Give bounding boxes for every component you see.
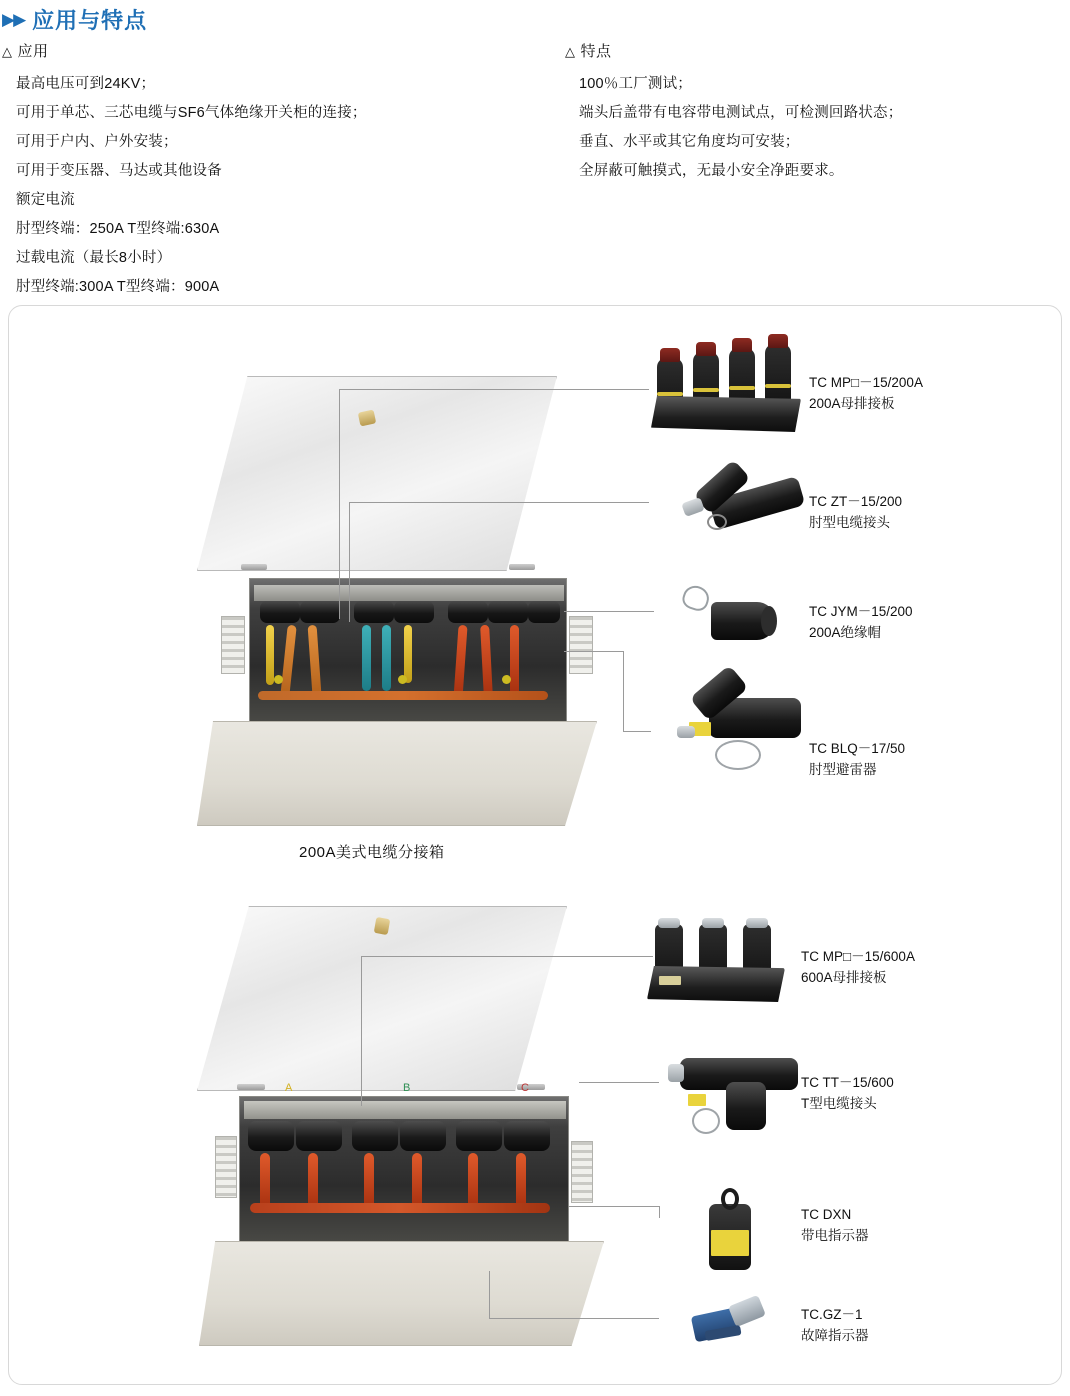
cap-opening [761,606,777,636]
cabinet-interior [239,1096,569,1246]
product-name: 带电指示器 [801,1228,869,1243]
phase-mark-c: C [521,1082,529,1094]
indicator-label [711,1230,749,1256]
leader-line [489,1318,659,1319]
product-elbow-connector [677,466,817,546]
cabinet-base [199,1241,604,1346]
applications-line: 肘型终端:300A T型终端：900A [16,279,220,295]
cap-pull-ring [680,583,712,614]
product-name: T型电缆接头 [801,1096,877,1111]
t-connector [456,1121,502,1151]
busbar-body [651,396,801,432]
bushing-top [658,918,680,928]
features-line: 100％工厂测试； [579,76,692,92]
triangle-bullet-icon: △ [2,44,13,59]
t-vertical-stem [726,1082,766,1130]
ground-wire-loop [692,1108,720,1134]
leader-line [564,611,654,612]
lid-hinge-right [509,564,535,570]
t-connector [400,1121,446,1151]
features-heading [565,40,1070,61]
t-connector [352,1121,398,1151]
cabinet-vent-right [571,1141,593,1203]
lid-hinge-left [241,564,267,570]
cable-red [468,1153,478,1209]
bushing-cap [696,342,716,356]
bushing [729,348,755,406]
product-code: TC JYM－15/200 [809,604,913,619]
product-code: TC MP□－15/600A [801,949,915,964]
product-200a-busbar-plate [649,334,819,444]
phase-mark-b: B [403,1082,411,1094]
applications-line: 肘型终端：250A T型终端:630A [16,221,220,237]
t-connector [504,1121,550,1151]
product-name: 肘型避雷器 [809,762,877,777]
page-header [0,4,147,35]
t-connector [296,1121,342,1151]
rating-sticker [688,1094,706,1106]
cabinet-lid [197,376,557,571]
product-name: 200A母排接板 [809,396,895,411]
bushing-top [746,918,768,928]
product-name: 600A母排接板 [801,970,887,985]
header-arrows-icon: ▶▶ [2,10,25,29]
t-connector [248,1121,294,1151]
cabinet-base [197,721,597,826]
ground-lug [677,726,695,738]
test-point-cap [681,497,705,517]
leader-line [349,502,649,503]
cabinet-vent-left [215,1136,237,1198]
bushing-ring [657,392,683,396]
product-t-connector [664,1046,819,1156]
leader-line [361,956,653,957]
fault-indicator-head [728,1295,766,1327]
product-code: TC DXN [801,1207,852,1222]
cabinet-200a-illustration [179,366,609,846]
callout-fault-indicator [801,1304,869,1346]
leader-line [569,1206,659,1207]
pull-eye [707,514,727,530]
label-sticker [659,976,681,985]
callout-live-indicator [801,1204,869,1246]
leader-line [339,389,340,619]
applications-column [0,40,565,302]
callout-elbow-arrester [809,738,905,780]
applications-line: 可用于户内、户外安装； [16,134,178,150]
triangle-bullet-icon: △ [565,44,576,59]
bushing-cap [732,338,752,352]
features-line: 全屏蔽可触摸式，无最小安全净距要求。 [579,163,844,179]
product-elbow-arrester [669,674,819,784]
indicator-eyelet [721,1188,739,1210]
product-insulating-cap [677,584,807,654]
cable-red [364,1153,374,1209]
leader-line [349,502,350,622]
product-name: 故障指示器 [801,1328,869,1343]
product-code: TC.GZ－1 [801,1307,863,1322]
phase-mark-a: A [285,1082,293,1094]
figure-caption-upper: 200A美式电缆分接箱 [299,844,445,861]
product-code: TC TT－15/600 [801,1075,894,1090]
page-title: 应用与特点 [32,8,148,33]
applications-heading-text: 应用 [17,43,49,60]
bushing-ring [765,384,791,388]
cable-red [308,1153,318,1209]
bushing-cap [768,334,788,348]
ground-wire-loop [715,740,761,770]
cabinet-600a-illustration [179,896,619,1366]
leader-line [579,1082,659,1083]
applications-line: 最高电压可到24KV； [16,76,156,92]
product-name: 200A绝缘帽 [809,625,882,640]
callout-insulating-cap [809,601,913,643]
product-code: TC MP□－15/200A [809,375,923,390]
leader-line [659,1206,660,1218]
callout-t-connector [801,1072,894,1114]
cable-red [412,1153,422,1209]
features-heading-text: 特点 [580,43,612,60]
product-code: TC ZT－15/200 [809,494,903,509]
leader-line [489,1271,490,1318]
bushing [765,344,791,404]
product-fault-indicator [689,1294,789,1354]
cable-red [260,1153,270,1209]
bushing-top [702,918,724,928]
product-code: TC BLQ－17/50 [809,741,906,756]
callout-600a-busbar [801,946,915,988]
leader-line [623,651,624,731]
applications-line: 过载电流（最长8小时） [16,250,172,266]
cable-red [516,1153,526,1209]
applications-line: 可用于变压器、马达或其他设备 [16,163,222,179]
leader-line [361,956,362,1106]
features-line: 端头后盖带有电容带电测试点，可检测回路状态； [579,105,903,121]
features-line: 垂直、水平或其它角度均可安装； [579,134,800,150]
callout-elbow-connector [809,491,902,533]
leader-line [339,389,649,390]
leader-line [623,731,651,732]
features-column [565,40,1070,302]
bushing-ring [693,388,719,392]
applications-line: 可用于单芯、三芯电缆与SF6气体绝缘开关柜的连接； [16,105,367,121]
leader-line [564,651,624,652]
product-600a-busbar-plate [647,914,807,1014]
applications-line: 额定电流 [16,192,75,208]
content-columns [0,40,1070,302]
figure-panel [8,305,1062,1385]
test-point-cap [668,1064,684,1082]
product-name: 肘型电缆接头 [809,515,890,530]
product-live-indicator [699,1188,779,1278]
lid-handle [374,917,391,935]
callout-200a-busbar [809,372,923,414]
lid-hinge-left [237,1084,265,1090]
applications-heading [2,40,565,61]
bushing-cap [660,348,680,362]
bushing-ring [729,386,755,390]
